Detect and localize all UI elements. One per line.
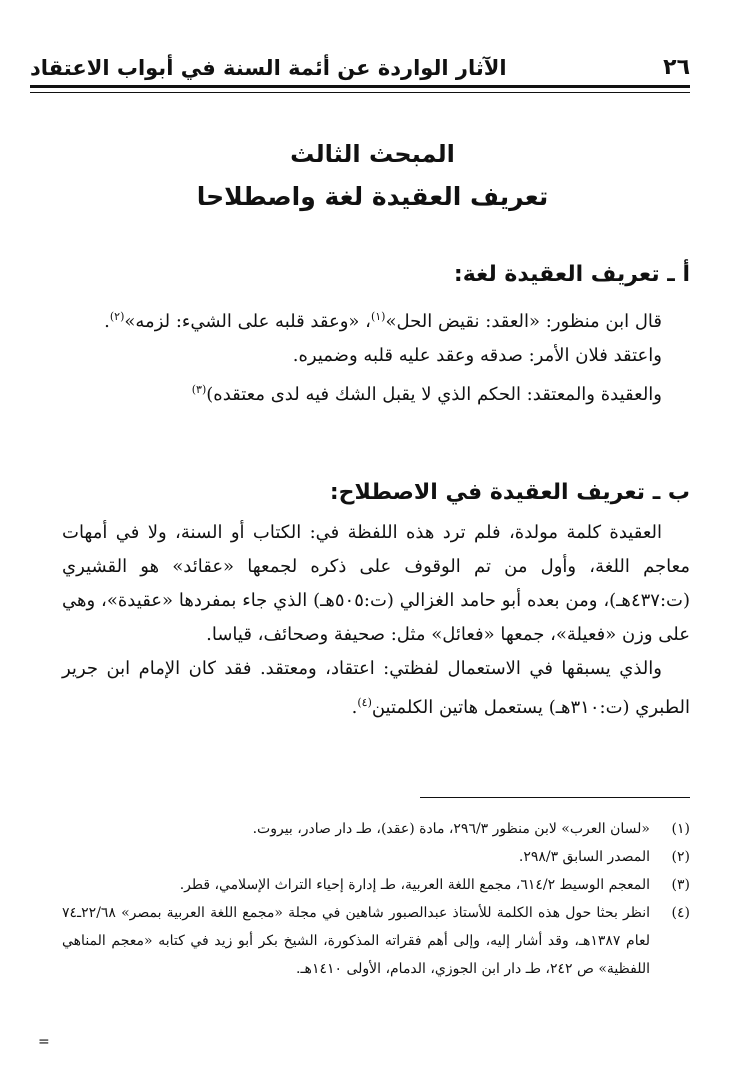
section-b-body	[62, 516, 690, 725]
footnote-ref: (٣)	[191, 383, 207, 396]
paragraph-text: والذي يسبقها في الاستعمال لفظتي: اعتقاد، ومعتقد. فقد كان الإمام ابن جرير الطبري (ت:٣١٠هـ) يستعمل هاتين الكلمتين	[62, 658, 690, 718]
section-a-paragraph	[62, 300, 690, 339]
footnote	[62, 843, 690, 871]
chapter-title: المبحث الثالث	[290, 140, 455, 168]
section-a-paragraph: واعتقد فلان الأمر: صدقه وعقد عليه قلبه وضميره.	[292, 345, 662, 366]
footnote-ref: (٢)	[109, 310, 125, 323]
footnote-number: (١)	[671, 821, 690, 837]
footnote-ref: (١)	[370, 310, 386, 323]
footnote	[62, 899, 690, 983]
chapter-subtitle: تعريف العقيدة لغة واصطلاحا	[196, 182, 549, 211]
footnote	[62, 815, 690, 843]
footnote-number: (٢)	[671, 849, 690, 865]
section-a-heading: أ ـ تعريف العقيدة لغة:	[453, 262, 690, 287]
page-number: ٢٦	[663, 55, 690, 80]
footnotes	[62, 815, 690, 983]
footnote-text: انظر بحثا حول هذه الكلمة للأستاذ عبدالصبور شاهين في مجلة «مجمع اللغة العربية بمصر» ٢٢/٦٨ـ٧٤ لعام ١٣٨٧هـ، وقد أشار إليه، وإلى أهم فقراته المذكورة، الشيخ بكر أبو زيد في كتابه «معجم المناهي اللفظية» ص ٢٤٢، طـ دار ابن الجوزي، الدمام، الأولى ١٤١٠هـ.	[62, 905, 650, 977]
continuation-mark: =	[38, 1034, 50, 1050]
section-a-paragraph	[62, 373, 690, 412]
footnote-number: (٣)	[671, 877, 690, 893]
page-header	[30, 40, 690, 80]
footnote-ref: (٤)	[357, 696, 372, 709]
section-b-paragraph: العقيدة كلمة مولدة، فلم ترد هذه اللفظة في: الكتاب أو السنة، ولا في أمهات معاجم اللغة، وأول من تم الوقوف على ذكره لجمعها «عقائد» هو القشيري (ت:٤٣٧هـ)، ومن بعده أبو حامد الغزالي (ت:٥٠٥هـ) الذي جاء بمفردها «عقيدة»، وهي على وزن «فعيلة»، جمعها «فعائل» مثل: صحيفة وصحائف، قياسا.	[62, 522, 690, 645]
footnote-text: «لسان العرب» لابن منظور ٢٩٦/٣، مادة (عقد)، طـ دار صادر، بيروت.	[252, 821, 650, 837]
section-b-heading: ب ـ تعريف العقيدة في الاصطلاح:	[329, 480, 690, 505]
running-title: الآثار الواردة عن أئمة السنة في أبواب الاعتقاد	[30, 56, 507, 80]
footnote-text: المعجم الوسيط ٦١٤/٢، مجمع اللغة العربية، طـ إدارة إحياء التراث الإسلامي، قطر.	[179, 877, 650, 893]
footnote-text: المصدر السابق ٢٩٨/٣.	[518, 849, 650, 865]
punctuation: .	[351, 697, 358, 718]
section-a-body	[62, 300, 690, 412]
footnote-number: (٤)	[671, 905, 690, 921]
header-rule-thick	[30, 85, 690, 88]
header-rule-thin	[30, 92, 690, 93]
quote-text: قال ابن منظور: «العقد: نقيض الحل»	[385, 311, 662, 332]
section-b-paragraph	[62, 652, 690, 725]
quote-text: والعقيدة والمعتقد: الحكم الذي لا يقبل الشك فيه لدى معتقده)	[206, 384, 662, 405]
footnote	[62, 871, 690, 899]
punctuation: .	[104, 311, 110, 332]
quote-text: ، «وعقد قلبه على الشيء: لزمه»	[124, 311, 371, 332]
footnote-separator	[420, 797, 690, 798]
